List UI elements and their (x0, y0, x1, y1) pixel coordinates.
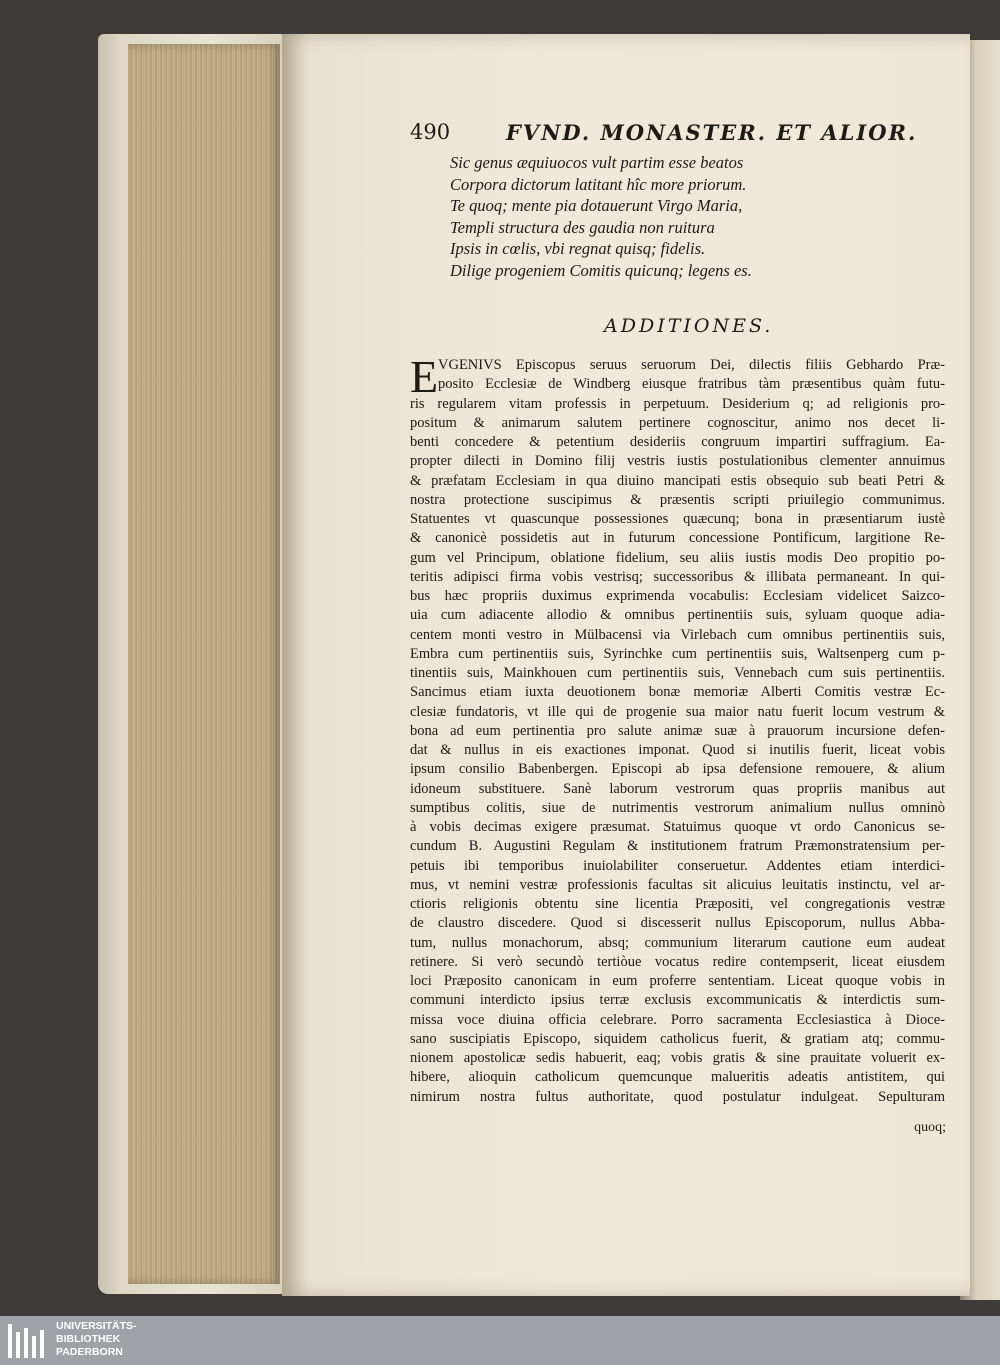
text-line: nimirum nostra fultus authoritate, quod postulatur indulgeat. Sepulturam (410, 1088, 945, 1105)
verse-line: Sic genus æquiuocos vult partim esse beatos (450, 153, 744, 172)
library-name-line: PADERBORN (56, 1346, 123, 1358)
library-name (56, 1320, 137, 1359)
verse-line: Ipsis in cœlis, vbi regnat quisq; fidelis. (450, 239, 706, 258)
text-line: propter dilecti in Domino filij vestris iustis postulationibus clementer annuimus (410, 453, 945, 470)
page-edges (128, 44, 280, 1284)
text-line: & canonicè possidetis aut in futurum concessione Pontificum, largitione Re- (410, 530, 945, 547)
text-line: ipsum consilio Babenbergen. Episcopi ab ipsa defensione remouere, & alium (410, 761, 945, 778)
text-line: positum & animarum salutem pertinere cognoscitur, animo nos decet li- (410, 414, 945, 431)
text-line: dat & nullus in eis exactiones imponat. Quod si inutilis fuerit, liceat vobis (410, 742, 945, 758)
text-line: loci Præposito canonicam in eum proferre sententiam. Liceat quoque vobis in (410, 973, 945, 989)
text-line: à vobis decimas exigere præsumat. Statuimus quoque vt ordo Canonicus se- (410, 819, 945, 835)
text-line: ris regularem vitam professis in perpetuum. Desiderium q; ad religionis pro- (410, 395, 945, 412)
text-line: Statuentes vt quascunque possessiones quæcunq; bona in præsentiarum iustè (410, 511, 945, 527)
text-line: bona ad eum pertinentia pro salute animæ suæ à prauorum incursione defen- (410, 722, 945, 739)
text-line: mus, vt nemini vestræ professionis facultas sit alicuius leuitatis instinctu, vel ar- (410, 876, 945, 893)
library-name-line: BIBLIOTHEK (56, 1333, 121, 1345)
text-line: centem monti vestro in Mülbacensi via Virlebach cum omnibus pertinentiis suis, (410, 626, 945, 643)
text-line: ctioris religionis obtentu sine licentia Præpositi, vel congregationis vestræ (410, 896, 945, 912)
text-line: nostra protectione suscipimus & præsentis scripti priuilegio communimus. (410, 491, 945, 508)
text-line: nionem apostolicæ sedis habuerit, eaq; vobis gratis & sine prauitate voluerit ex- (410, 1050, 945, 1066)
running-head: FVND. MONASTER. ET ALIOR. (506, 120, 918, 145)
text-line: posito Ecclesiæ de Windberg eiusque fratribus tàm præsentibus quàm futu- (438, 376, 945, 393)
text-line: Embra cum pertinentiis suis, Syrinchke cum pertinentiis suis, Waltsenperg cum p- (410, 645, 945, 662)
library-logo-icon (6, 1320, 50, 1362)
page-number: 490 (410, 120, 451, 144)
initial-letter: E (410, 351, 439, 402)
text-line: tum, nullus monachorum, absq; communium literarum cautione eum audeat (410, 934, 945, 951)
text-line: cundum B. Augustini Regulam & institutionem fratrum Præmonstratensium per- (410, 838, 945, 855)
text-line: sano suscipiatis Episcopo, siquidem catholicus fuerit, & gratiam atq; commu- (410, 1030, 945, 1047)
text-line: benti concedere & petentium desideriis congruum impartiri suffragium. Ea- (410, 434, 945, 450)
page-header (410, 120, 918, 150)
verse-line: Te quoq; mente pia dotauerunt Virgo Maria, (450, 196, 743, 215)
text-line: bus hæc propriis duximus exprimenda vocabulis: Ecclesiam videlicet Saizco- (410, 588, 945, 604)
text-line: uia cum adiacente allodio & omnibus pertinentiis suis, syluam quoque adia- (410, 607, 945, 624)
text-line: gum vel Principum, oblatione fidelium, seu aliis iustis modis Deo propitio po- (410, 549, 945, 566)
text-line: de claustro discedere. Quod si discesserit nullus Episcoporum, nullus Abba- (410, 915, 945, 932)
text-line: tinentiis suis, Mainkhouen cum pertinentiis suis, Vennebach cum suis pertinentiis. (410, 665, 945, 681)
verse-block (450, 152, 830, 281)
text-line: petuis ibi temporibus inuiolabiliter conseruetur. Addentes etiam interdici- (410, 857, 945, 874)
text-line: VGENIVS Episcopus seruus seruorum Dei, dilectis filiis Gebhardo Præ- (438, 357, 945, 373)
text-line: missa voce diuina officia celebrare. Porro sacramenta Ecclesiastica à Dioce- (410, 1011, 945, 1028)
text-line: Sancimus etiam iuxta deuotionem bonæ memoriæ Alberti Comitis vestræ Ec- (410, 684, 945, 701)
text-line: idoneum substituere. Sanè laborum vestrorum quas propriis manibus aut (410, 780, 945, 797)
section-title: ADDITIONES. (604, 315, 774, 337)
text-line: communi interdicto ipsius terræ exclusis excommunicatis & interdictis sum- (410, 992, 945, 1009)
verse-line: Corpora dictorum latitant hîc more priorum. (450, 174, 747, 194)
body-text (410, 351, 945, 1107)
text-line: clesiæ fundatoris, vt ille qui de progenie sua maior natu fuerit locum vestrum & (410, 703, 945, 720)
text-line: teritis adipisci firma vobis vestrisq; successoribus & illibata permaneant. In qui- (410, 568, 945, 585)
verse-line: Dilige progeniem Comitis quicunq; legens es. (450, 260, 752, 280)
library-footer (0, 1316, 1000, 1365)
book-page (282, 34, 970, 1296)
library-name-line: UNIVERSITÄTS- (56, 1320, 137, 1332)
catchword: quoq; (914, 1120, 946, 1135)
text-line: retinere. Si verò secundò tertiòue vocatus redire contempserit, liceat eiusdem (410, 953, 945, 970)
text-line: sumptibus colitis, siue de nutrimentis vestrorum animalium nullus omninò (410, 799, 945, 816)
verse-line: Templi structura des gaudia non ruitura (450, 217, 715, 237)
text-line: hibere, alioquin catholicum quemcunque malueritis adeatis antistitem, qui (410, 1069, 945, 1086)
text-line: & præfatam Ecclesiam in qua diuino mancipati estis obsequio sub beati Petri & (410, 472, 945, 489)
